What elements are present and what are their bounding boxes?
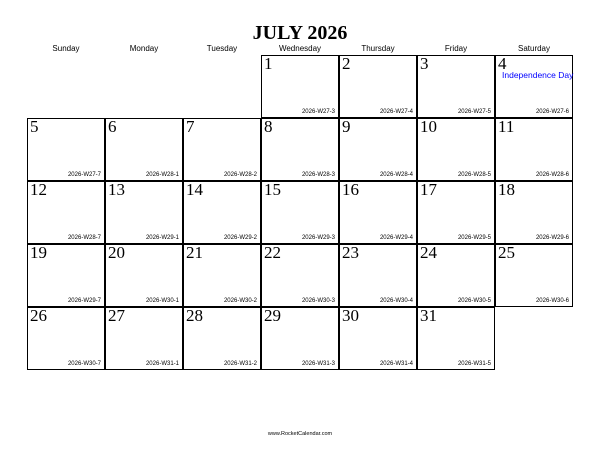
calendar-title: JULY 2026 <box>252 22 348 44</box>
day-cell[interactable] <box>105 181 183 244</box>
iso-week-label: 2026-W29-7 <box>67 298 101 304</box>
weekday-wednesday: Wednesday <box>278 44 322 53</box>
iso-week-label: 2026-W28-4 <box>379 172 413 178</box>
iso-week-label: 2026-W31-2 <box>223 361 257 367</box>
day-number: 20 <box>108 243 125 262</box>
iso-week-label: 2026-W29-5 <box>457 235 491 241</box>
iso-week-label: 2026-W28-2 <box>223 172 257 178</box>
day-cell[interactable] <box>261 55 339 118</box>
day-number: 18 <box>498 180 515 199</box>
day-number: 14 <box>186 180 203 199</box>
day-number: 1 <box>264 54 273 73</box>
footer-website: www.RocketCalendar.com <box>267 431 333 437</box>
day-cell[interactable] <box>27 244 105 307</box>
day-number: 28 <box>186 306 203 325</box>
iso-week-label: 2026-W31-1 <box>145 361 179 367</box>
day-number: 8 <box>264 117 273 136</box>
day-number: 4 <box>498 54 507 73</box>
iso-week-label: 2026-W30-6 <box>535 298 569 304</box>
weekday-thursday: Thursday <box>361 44 395 53</box>
day-cell[interactable] <box>261 307 339 370</box>
weekday-sunday: Sunday <box>52 44 80 53</box>
day-cell[interactable] <box>183 307 261 370</box>
day-number: 27 <box>108 306 125 325</box>
iso-week-label: 2026-W28-1 <box>145 172 179 178</box>
iso-week-label: 2026-W29-6 <box>535 235 569 241</box>
day-cell[interactable] <box>417 181 495 244</box>
day-number: 15 <box>264 180 281 199</box>
iso-week-label: 2026-W29-4 <box>379 235 413 241</box>
day-number: 16 <box>342 180 359 199</box>
iso-week-label: 2026-W28-7 <box>67 235 101 241</box>
day-number: 5 <box>30 117 39 136</box>
iso-week-label: 2026-W29-2 <box>223 235 257 241</box>
iso-week-label: 2026-W30-7 <box>67 361 101 367</box>
day-cell[interactable] <box>339 244 417 307</box>
day-cell[interactable] <box>339 307 417 370</box>
day-number: 30 <box>342 306 359 325</box>
day-cell[interactable] <box>339 181 417 244</box>
iso-week-label: 2026-W30-1 <box>145 298 179 304</box>
day-cell[interactable] <box>27 181 105 244</box>
iso-week-label: 2026-W27-6 <box>535 109 569 115</box>
day-cell[interactable] <box>417 118 495 181</box>
day-cell[interactable] <box>183 244 261 307</box>
day-cell[interactable] <box>105 118 183 181</box>
iso-week-label: 2026-W30-2 <box>223 298 257 304</box>
weekday-saturday: Saturday <box>517 44 551 53</box>
iso-week-label: 2026-W30-3 <box>301 298 335 304</box>
day-cell[interactable] <box>339 55 417 118</box>
day-cell[interactable] <box>495 181 573 244</box>
day-cell[interactable] <box>417 55 495 118</box>
iso-week-label: 2026-W31-3 <box>301 361 335 367</box>
day-number: 3 <box>420 54 429 73</box>
day-number: 7 <box>186 117 195 136</box>
iso-week-label: 2026-W29-3 <box>301 235 335 241</box>
day-cell[interactable] <box>495 244 573 307</box>
iso-week-label: 2026-W27-5 <box>457 109 491 115</box>
day-cell[interactable] <box>417 307 495 370</box>
iso-week-label: 2026-W28-3 <box>301 172 335 178</box>
day-number: 17 <box>420 180 437 199</box>
day-number: 23 <box>342 243 359 262</box>
day-number: 29 <box>264 306 281 325</box>
day-number: 25 <box>498 243 515 262</box>
day-number: 10 <box>420 117 437 136</box>
weekday-friday: Friday <box>444 44 468 53</box>
day-cell[interactable] <box>27 307 105 370</box>
day-number: 2 <box>342 54 351 73</box>
iso-week-label: 2026-W28-6 <box>535 172 569 178</box>
day-number: 24 <box>420 243 437 262</box>
iso-week-label: 2026-W31-5 <box>457 361 491 367</box>
day-cell[interactable] <box>261 181 339 244</box>
day-cell[interactable] <box>261 118 339 181</box>
iso-week-label: 2026-W29-1 <box>145 235 179 241</box>
day-number: 6 <box>108 117 117 136</box>
iso-week-label: 2026-W27-7 <box>67 172 101 178</box>
iso-week-label: 2026-W27-3 <box>301 109 335 115</box>
iso-week-label: 2026-W30-4 <box>379 298 413 304</box>
day-number: 21 <box>186 243 203 262</box>
day-cell[interactable] <box>183 118 261 181</box>
day-number: 11 <box>498 117 515 136</box>
holiday-event: Independence Day <box>502 70 574 80</box>
weekday-tuesday: Tuesday <box>206 44 238 53</box>
day-number: 13 <box>108 180 125 199</box>
day-number: 26 <box>30 306 47 325</box>
day-cell[interactable] <box>27 118 105 181</box>
day-cell[interactable] <box>417 244 495 307</box>
iso-week-label: 2026-W28-5 <box>457 172 491 178</box>
day-number: 12 <box>30 180 47 199</box>
iso-week-label: 2026-W30-5 <box>457 298 491 304</box>
iso-week-label: 2026-W27-4 <box>379 109 413 115</box>
day-cell[interactable] <box>105 244 183 307</box>
day-cell[interactable] <box>261 244 339 307</box>
day-cell[interactable] <box>339 118 417 181</box>
day-number: 31 <box>420 306 437 325</box>
iso-week-label: 2026-W31-4 <box>379 361 413 367</box>
day-number: 9 <box>342 117 351 136</box>
weekday-monday: Monday <box>129 44 159 53</box>
day-cell[interactable] <box>495 118 573 181</box>
day-cell[interactable] <box>105 307 183 370</box>
day-cell[interactable] <box>495 55 573 118</box>
day-number: 19 <box>30 243 47 262</box>
day-number: 22 <box>264 243 281 262</box>
day-cell[interactable] <box>183 181 261 244</box>
